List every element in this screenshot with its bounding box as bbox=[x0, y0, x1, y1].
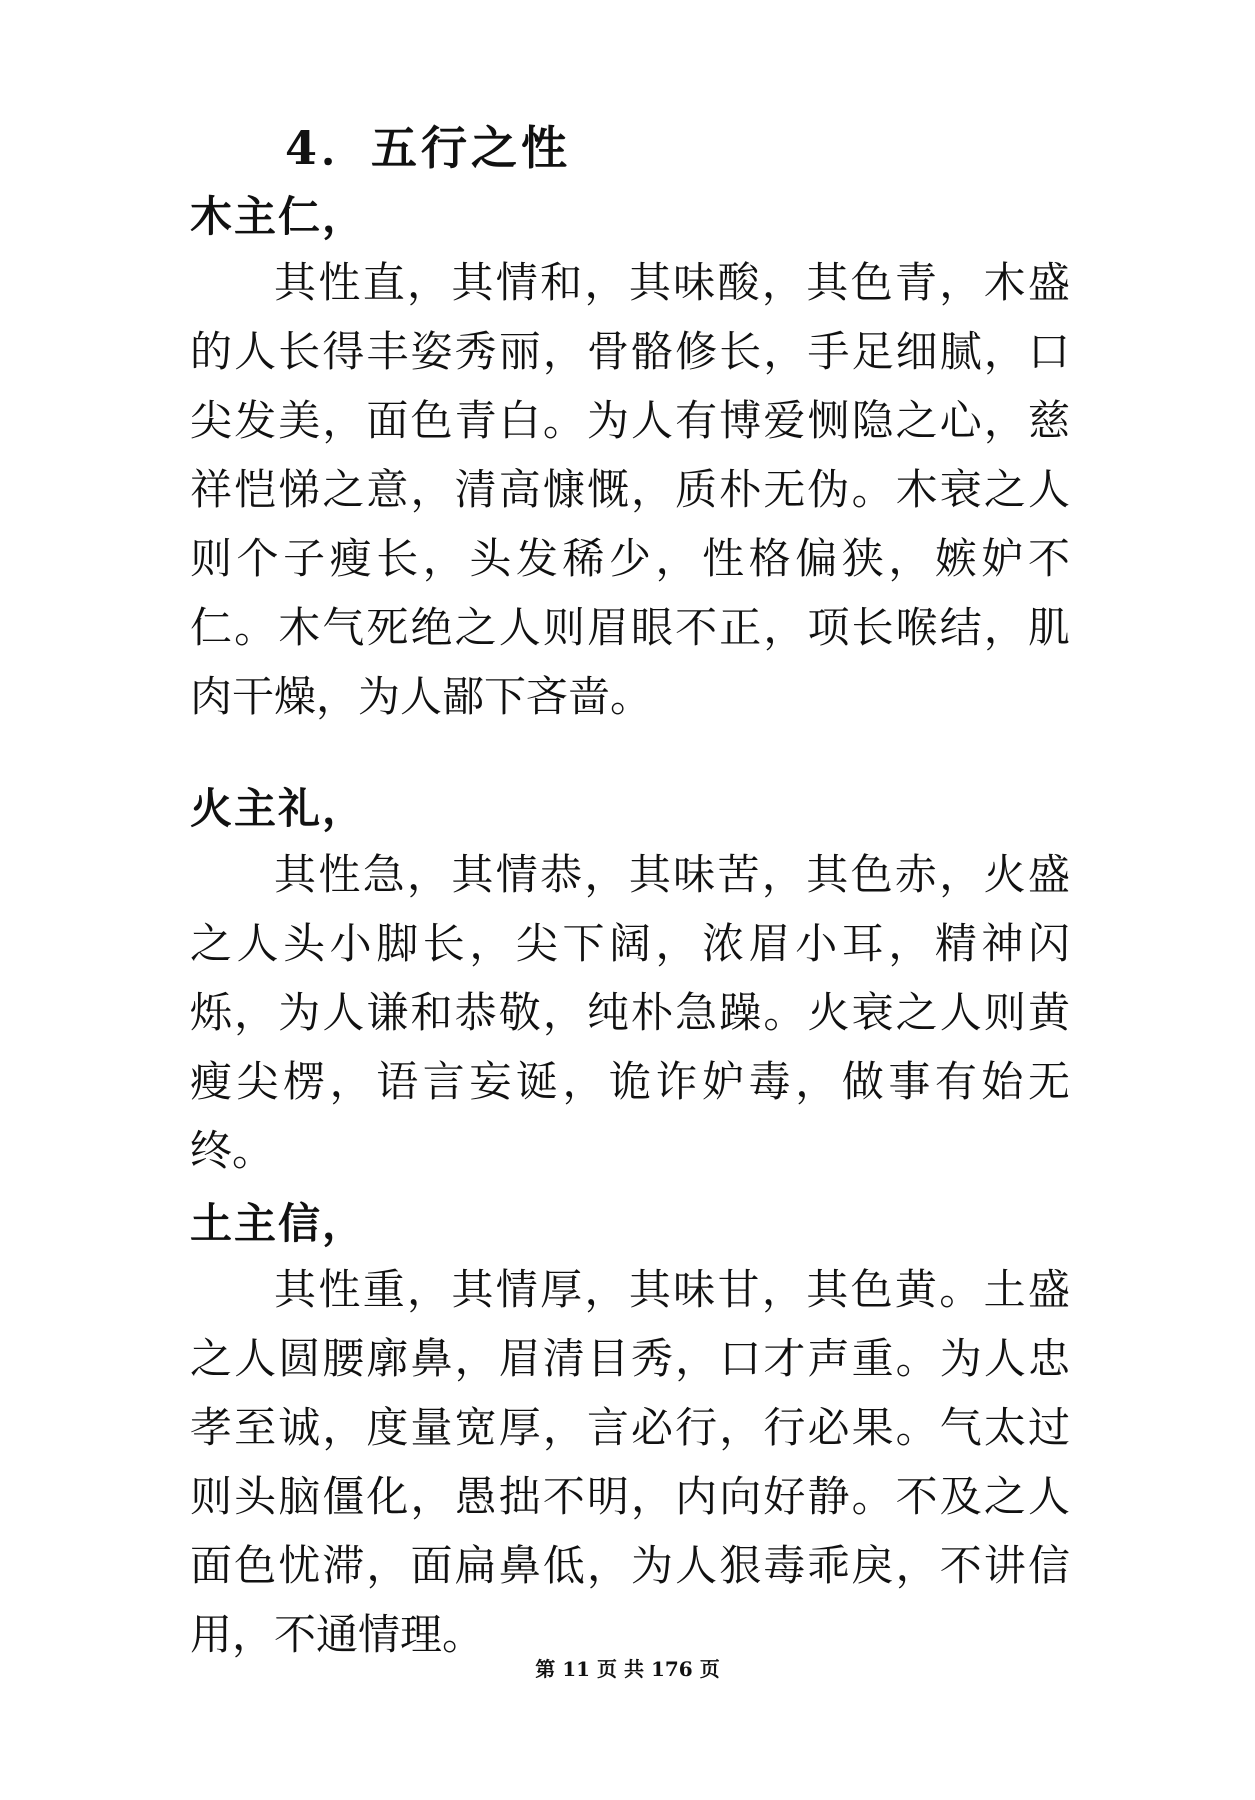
page-title: 4．五行之性 bbox=[285, 121, 572, 175]
section-wood bbox=[190, 188, 1070, 731]
section-paragraph: 其性重，其情厚，其味甘，其色黄。土盛之人圆腰廓鼻，眉清目秀，口才声重。为人忠孝至诚，度量宽厚，言必行，行必果。气太过则头脑僵化，愚拙不明，内向好静。不及之人面色忧滞，面扁鼻低，为人狠毒乖戾，不讲信用，不通情理。 bbox=[190, 1265, 1070, 1659]
page-number-footer: 第 11 页 共 176 页 bbox=[535, 1657, 720, 1681]
section-heading: 木主仁， bbox=[190, 192, 367, 241]
section-heading: 火主礼， bbox=[190, 784, 367, 833]
section-paragraph: 其性直，其情和，其味酸，其色青，木盛的人长得丰姿秀丽，骨骼修长，手足细腻，口尖发美，面色青白。为人有博爱恻隐之心，慈祥恺悌之意，清高慷慨，质朴无伪。木衰之人则个子瘦长，头发稀少，性格偏狭，嫉妒不仁。木气死绝之人则眉眼不正，项长喉结，肌肉干燥，为人鄙下吝啬。 bbox=[190, 258, 1070, 721]
section-earth bbox=[190, 1195, 1070, 1669]
section-fire bbox=[190, 780, 1070, 1185]
section-heading: 土主信， bbox=[190, 1199, 367, 1248]
section-paragraph: 其性急，其情恭，其味苦，其色赤，火盛之人头小脚长，尖下阔，浓眉小耳，精神闪烁，为人谦和恭敬，纯朴急躁。火衰之人则黄瘦尖楞，语言妄诞，诡诈妒毒，做事有始无终。 bbox=[190, 850, 1070, 1175]
